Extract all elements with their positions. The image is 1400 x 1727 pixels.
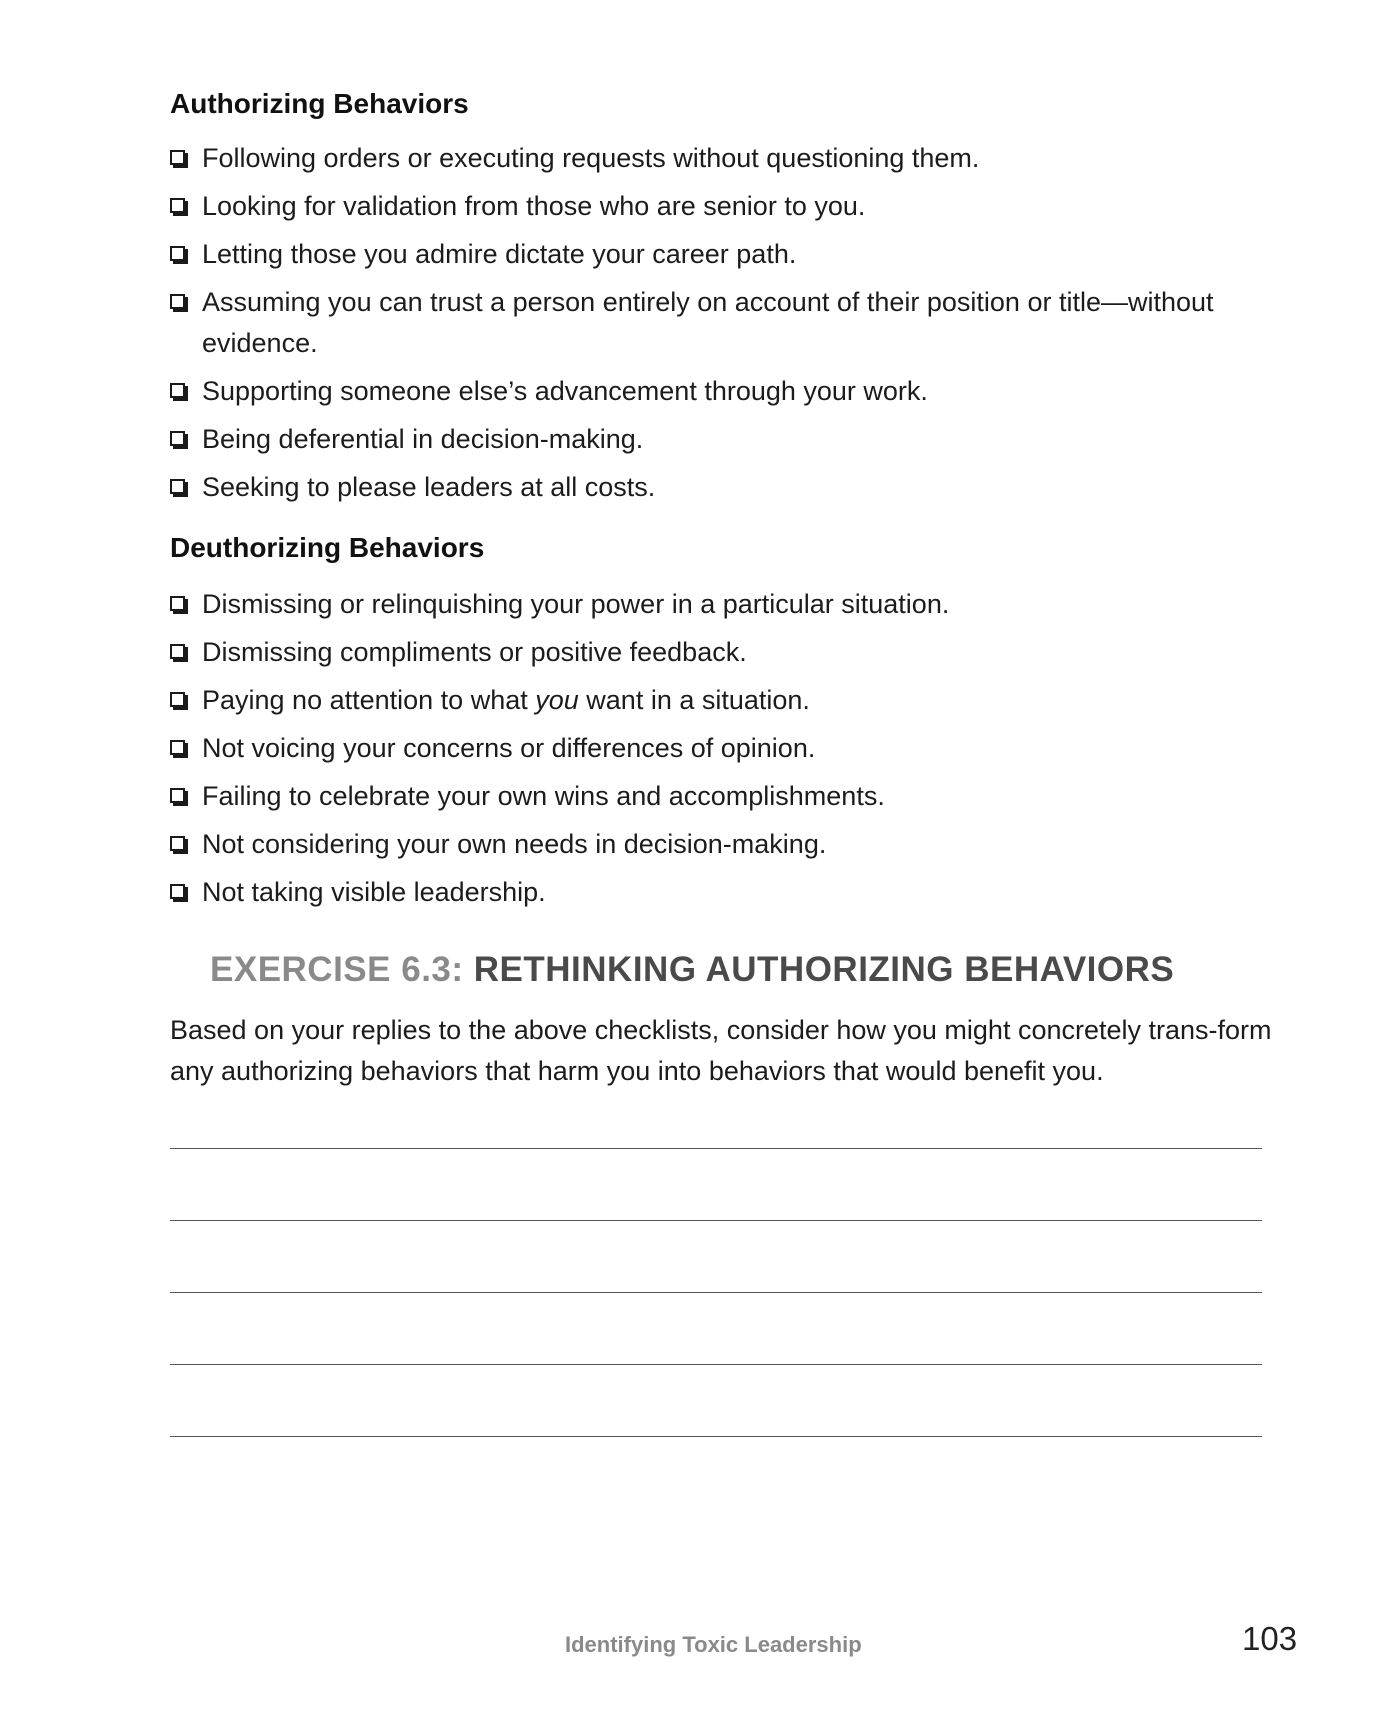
- checklist-item[interactable]: [170, 680, 1280, 721]
- exercise-label: EXERCISE 6.3:: [210, 950, 464, 989]
- checklist-item[interactable]: [170, 234, 1280, 275]
- checklist-item[interactable]: [170, 584, 1280, 625]
- page-number: 103: [1242, 1620, 1298, 1657]
- checklist-item[interactable]: [170, 872, 1280, 913]
- answer-line[interactable]: [170, 1148, 1262, 1149]
- checkbox-icon[interactable]: [170, 884, 185, 899]
- checkbox-icon[interactable]: [170, 479, 185, 494]
- running-footer: Identifying Toxic Leadership: [565, 1632, 862, 1657]
- checkbox-icon[interactable]: [170, 836, 185, 851]
- checklist-item[interactable]: [170, 371, 1280, 412]
- checkbox-icon[interactable]: [170, 692, 185, 707]
- checkbox-icon[interactable]: [170, 383, 185, 398]
- item-text: Dismissing compliments or positive feedback.: [202, 637, 747, 667]
- item-text-emphasis: you: [535, 685, 579, 715]
- item-text: Looking for validation from those who are senior to you.: [202, 191, 866, 221]
- exercise-heading: [210, 950, 1174, 990]
- checklist-item[interactable]: [170, 282, 1280, 364]
- checkbox-icon[interactable]: [170, 644, 185, 659]
- item-text: Letting those you admire dictate your career path.: [202, 239, 797, 269]
- authorizing-checklist: [170, 138, 1280, 515]
- item-text: Not taking visible leadership.: [202, 877, 546, 907]
- checklist-item[interactable]: [170, 467, 1280, 508]
- authorizing-heading: Authorizing Behaviors: [170, 88, 469, 119]
- checkbox-icon[interactable]: [170, 431, 185, 446]
- item-text: Seeking to please leaders at all costs.: [202, 472, 656, 502]
- item-text: Dismissing or relinquishing your power in a particular situation.: [202, 589, 950, 619]
- checkbox-icon[interactable]: [170, 150, 185, 165]
- deauthorizing-heading: Deuthorizing Behaviors: [170, 532, 485, 563]
- checklist-item[interactable]: [170, 419, 1280, 460]
- deauthorizing-checklist: [170, 584, 1280, 920]
- item-text: Paying no attention to what: [202, 685, 536, 715]
- item-text: Assuming you can trust a person entirely on account of their position or title—without evidence.: [202, 287, 1214, 358]
- answer-line[interactable]: [170, 1364, 1262, 1365]
- checkbox-icon[interactable]: [170, 294, 185, 309]
- checkbox-icon[interactable]: [170, 246, 185, 261]
- checklist-item[interactable]: [170, 186, 1280, 227]
- checklist-item[interactable]: [170, 824, 1280, 865]
- item-text: Not voicing your concerns or differences of opinion.: [202, 733, 816, 763]
- checkbox-icon[interactable]: [170, 740, 185, 755]
- answer-line[interactable]: [170, 1292, 1262, 1293]
- item-text: Failing to celebrate your own wins and accomplishments.: [202, 781, 885, 811]
- checkbox-icon[interactable]: [170, 788, 185, 803]
- checkbox-icon[interactable]: [170, 596, 185, 611]
- answer-line[interactable]: [170, 1220, 1262, 1221]
- item-text: Following orders or executing requests without questioning them.: [202, 143, 980, 173]
- answer-line[interactable]: [170, 1436, 1262, 1437]
- checklist-item[interactable]: [170, 728, 1280, 769]
- checklist-item[interactable]: [170, 632, 1280, 673]
- item-text: Not considering your own needs in decision-making.: [202, 829, 827, 859]
- checklist-item[interactable]: [170, 776, 1280, 817]
- checklist-item[interactable]: [170, 138, 1280, 179]
- item-text: Supporting someone else’s advancement through your work.: [202, 376, 928, 406]
- item-text: Being deferential in decision-making.: [202, 424, 644, 454]
- exercise-title: RETHINKING AUTHORIZING BEHAVIORS: [473, 950, 1175, 989]
- item-text: want in a situation.: [578, 685, 810, 715]
- exercise-instructions: Based on your replies to the above checklists, consider how you might concretely trans-form any authorizing behaviors that harm you into behaviors that would benefit you.: [170, 1015, 1272, 1086]
- checkbox-icon[interactable]: [170, 198, 185, 213]
